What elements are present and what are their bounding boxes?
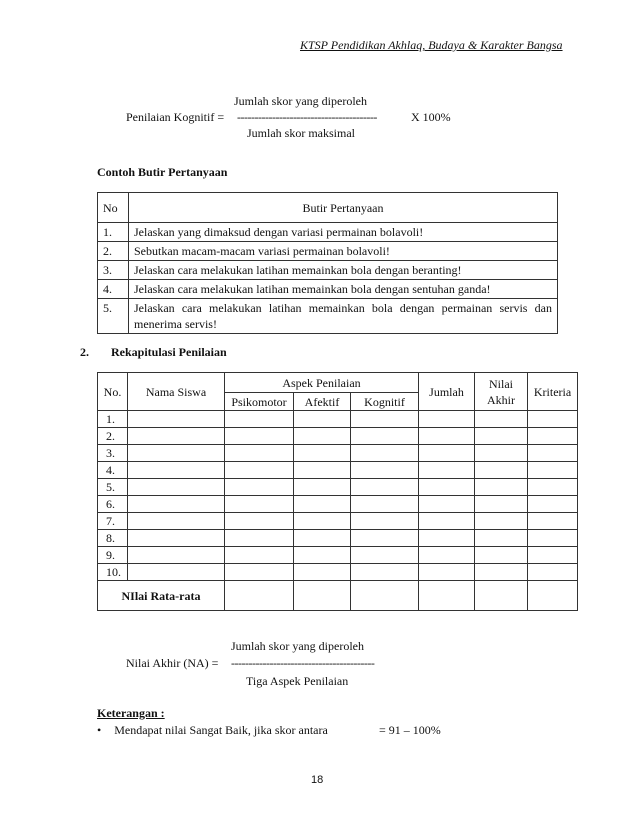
question-text: Jelaskan cara melakukan latihan memainkan bola dengan permainan servis dan menerima servis! [129, 299, 558, 334]
recap-cell [294, 513, 351, 530]
question-text: Jelaskan cara melakukan latihan memainkan bola dengan beranting! [129, 261, 558, 280]
recap-cell [528, 513, 578, 530]
recap-cell [128, 445, 225, 462]
recap-row [98, 479, 578, 496]
recap-cell [351, 411, 419, 428]
recap-cell [351, 564, 419, 581]
recap-cell [128, 547, 225, 564]
recap-cell [294, 496, 351, 513]
nilai-label: Nilai [489, 376, 514, 391]
recap-cell [225, 564, 294, 581]
recap-cell [528, 462, 578, 479]
recap-row-number: 4. [98, 462, 128, 479]
page-number: 18 [311, 774, 324, 786]
recap-cell [475, 513, 528, 530]
question-row [98, 223, 558, 242]
recap-row [98, 513, 578, 530]
recap-cell [294, 479, 351, 496]
recap-cell [294, 564, 351, 581]
recap-row [98, 445, 578, 462]
recap-cell [128, 530, 225, 547]
recap-cell [419, 428, 475, 445]
recap-cell [351, 496, 419, 513]
footer-cell [528, 581, 578, 611]
recap-cell [475, 479, 528, 496]
recap-cell [351, 445, 419, 462]
header-no: No [98, 193, 129, 223]
question-no: 1. [98, 223, 129, 242]
recap-row-number: 7. [98, 513, 128, 530]
formula1-denominator: Jumlah skor maksimal [247, 126, 355, 140]
question-row [98, 242, 558, 261]
recap-cell [475, 445, 528, 462]
recap-cell [475, 564, 528, 581]
header-psikomotor: Psikomotor [225, 393, 294, 411]
akhir-label: Akhir [487, 392, 516, 407]
question-no: 3. [98, 261, 129, 280]
header-butir: Butir Pertanyaan [129, 193, 558, 223]
recap-cell [225, 462, 294, 479]
formula2-denominator: Tiga Aspek Penilaian [246, 674, 349, 688]
recap-cell [128, 513, 225, 530]
recap-row-number: 1. [98, 411, 128, 428]
recap-row [98, 428, 578, 445]
recap-cell [294, 462, 351, 479]
recap-cell [225, 428, 294, 445]
recap-cell [225, 496, 294, 513]
recap-cell [225, 411, 294, 428]
recap-cell [475, 547, 528, 564]
recap-cell [294, 428, 351, 445]
recap-cell [351, 479, 419, 496]
recap-cell [528, 496, 578, 513]
formula1-multiplier: X 100% [411, 110, 451, 124]
recap-footer-row [98, 581, 578, 611]
recap-cell [294, 547, 351, 564]
section2-title: Rekapitulasi Penilaian [111, 345, 227, 359]
question-text: Sebutkan macam-macam variasi permainan bolavoli! [129, 242, 558, 261]
recap-cell [419, 445, 475, 462]
footer-cell [419, 581, 475, 611]
recap-cell [351, 530, 419, 547]
recap-row [98, 564, 578, 581]
footer-cell [351, 581, 419, 611]
recap-row [98, 547, 578, 564]
recap-cell [475, 428, 528, 445]
keterangan-item-value: = 91 – 100% [379, 723, 441, 737]
recap-cell [351, 513, 419, 530]
header-kognitif: Kognitif [351, 393, 419, 411]
header-aspek-penilaian: Aspek Penilaian [225, 373, 419, 393]
recap-row [98, 462, 578, 479]
recap-cell [419, 462, 475, 479]
recap-cell [419, 411, 475, 428]
formula2-line: ----------------------------------------- [231, 656, 375, 670]
recap-cell [419, 479, 475, 496]
footer-cell [475, 581, 528, 611]
formula1-numerator: Jumlah skor yang diperoleh [234, 94, 367, 108]
recap-row-number: 5. [98, 479, 128, 496]
header-afektif: Afektif [294, 393, 351, 411]
recap-cell [225, 479, 294, 496]
recap-cell [528, 530, 578, 547]
question-text: Jelaskan yang dimaksud dengan variasi permainan bolavoli! [129, 223, 558, 242]
recap-cell [419, 564, 475, 581]
header-nama-siswa: Nama Siswa [128, 373, 225, 411]
footer-cell [294, 581, 351, 611]
formula1-lhs: Penilaian Kognitif = [126, 110, 225, 124]
recap-cell [128, 462, 225, 479]
recap-cell [419, 496, 475, 513]
header-nilai-akhir [475, 373, 528, 411]
recap-cell [128, 496, 225, 513]
question-table-header [98, 193, 558, 223]
keterangan-item [97, 723, 328, 738]
recap-cell [351, 462, 419, 479]
recap-cell [128, 564, 225, 581]
recap-row-number: 3. [98, 445, 128, 462]
formula1-line: ---------------------------------------- [237, 110, 377, 124]
header-no: No. [98, 373, 128, 411]
section2-number: 2. [80, 345, 89, 359]
recap-row-number: 6. [98, 496, 128, 513]
recap-table [97, 372, 578, 611]
recap-cell [294, 530, 351, 547]
recap-cell [225, 445, 294, 462]
recap-cell [475, 411, 528, 428]
question-table [97, 192, 558, 334]
question-row [98, 261, 558, 280]
recap-row-number: 9. [98, 547, 128, 564]
recap-row-number: 2. [98, 428, 128, 445]
recap-cell [419, 547, 475, 564]
question-row [98, 280, 558, 299]
recap-cell [475, 462, 528, 479]
recap-cell [475, 496, 528, 513]
question-row [98, 299, 558, 334]
recap-cell [419, 513, 475, 530]
header-kriteria: Kriteria [528, 373, 578, 411]
recap-row [98, 530, 578, 547]
recap-cell [128, 479, 225, 496]
keterangan-item-text: Mendapat nilai Sangat Baik, jika skor antara [114, 723, 328, 737]
question-no: 4. [98, 280, 129, 299]
question-no: 2. [98, 242, 129, 261]
footer-rata-rata: NIlai Rata-rata [98, 581, 225, 611]
recap-row [98, 411, 578, 428]
recap-cell [528, 547, 578, 564]
recap-cell [294, 411, 351, 428]
recap-cell [528, 428, 578, 445]
recap-cell [351, 547, 419, 564]
recap-row [98, 496, 578, 513]
recap-cell [351, 428, 419, 445]
recap-cell [225, 530, 294, 547]
formula2-numerator: Jumlah skor yang diperoleh [231, 639, 364, 653]
question-no: 5. [98, 299, 129, 334]
recap-cell [294, 445, 351, 462]
header-jumlah: Jumlah [419, 373, 475, 411]
recap-cell [225, 547, 294, 564]
formula2-lhs: Nilai Akhir (NA) = [126, 656, 219, 670]
recap-cell [528, 411, 578, 428]
recap-row-number: 8. [98, 530, 128, 547]
recap-cell [528, 564, 578, 581]
question-text: Jelaskan cara melakukan latihan memainkan bola dengan sentuhan ganda! [129, 280, 558, 299]
recap-cell [528, 445, 578, 462]
footer-cell [225, 581, 294, 611]
recap-cell [528, 479, 578, 496]
recap-cell [128, 428, 225, 445]
recap-cell [475, 530, 528, 547]
recap-row-number: 10. [98, 564, 128, 581]
keterangan-title: Keterangan : [97, 706, 165, 720]
section-contoh-title: Contoh Butir Pertanyaan [97, 165, 228, 179]
recap-cell [225, 513, 294, 530]
recap-cell [128, 411, 225, 428]
page-header: KTSP Pendidikan Akhlaq, Budaya & Karakter Bangsa [300, 38, 563, 52]
recap-cell [419, 530, 475, 547]
